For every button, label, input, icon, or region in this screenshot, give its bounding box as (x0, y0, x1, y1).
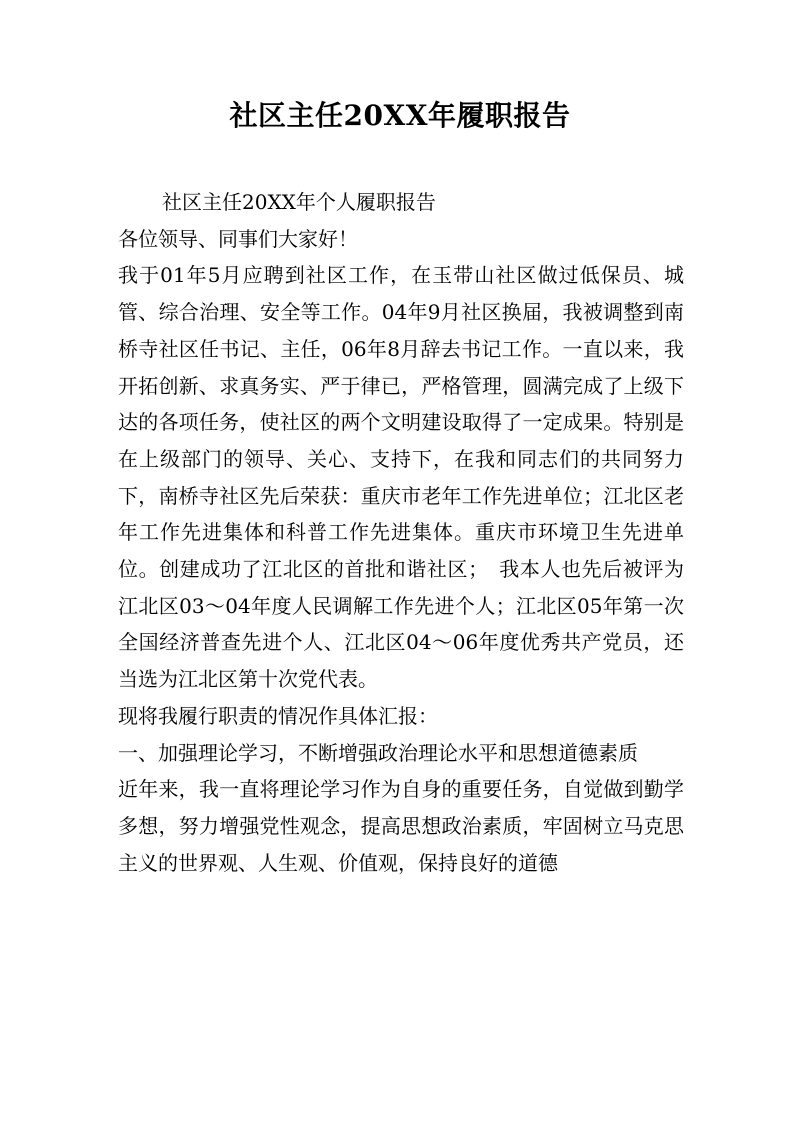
document-body (118, 184, 684, 881)
section-heading: 一、加强理论学习，不断增强政治理论水平和思想道德素质 (118, 740, 638, 765)
report-subtitle: 社区主任20XX年个人履职报告 (162, 190, 436, 214)
body-paragraph: 近年来，我一直将理论学习作为自身的重要任务，自觉做到勤学多想，努力增强党性观念，提高思想政治素质，牢固树立马克思主义的世界观、人生观、价值观，保持良好的道德 (118, 777, 684, 875)
document-title: 社区主任20XX年履职报告 (229, 99, 571, 132)
greeting: 各位领导、同事们大家好！ (118, 226, 358, 251)
body-paragraph: 我于01年5月应聘到社区工作，在玉带山社区做过低保员、城管、综合治理、安全等工作。04年9月社区换届，我被调整到南桥寺社区任书记、主任，06年8月辞去书记工作。一直以来，我开拓创新、求真务实、严于律已，严格管理，圆满完成了上级下达的各项任务，使社区的两个文明建设取得了一定成果。特别是在上级部门的领导、关心、支持下，在我和同志们的共同努力下，南桥寺社区先后荣获：重庆市老年工作先进单位；江北区老年工作先进集体和科普工作先进集体。重庆市环境卫生先进单位。创建成功了江北区的首批和谐社区； 我本人也先后被评为江北区03～04年度人民调解工作先进个人；江北区05年第一次全国经济普查先进个人、江北区04～06年度优秀共产党员，还当选为江北区第十次党代表。 (118, 263, 684, 692)
body-paragraph: 现将我履行职责的情况作具体汇报： (118, 703, 438, 728)
